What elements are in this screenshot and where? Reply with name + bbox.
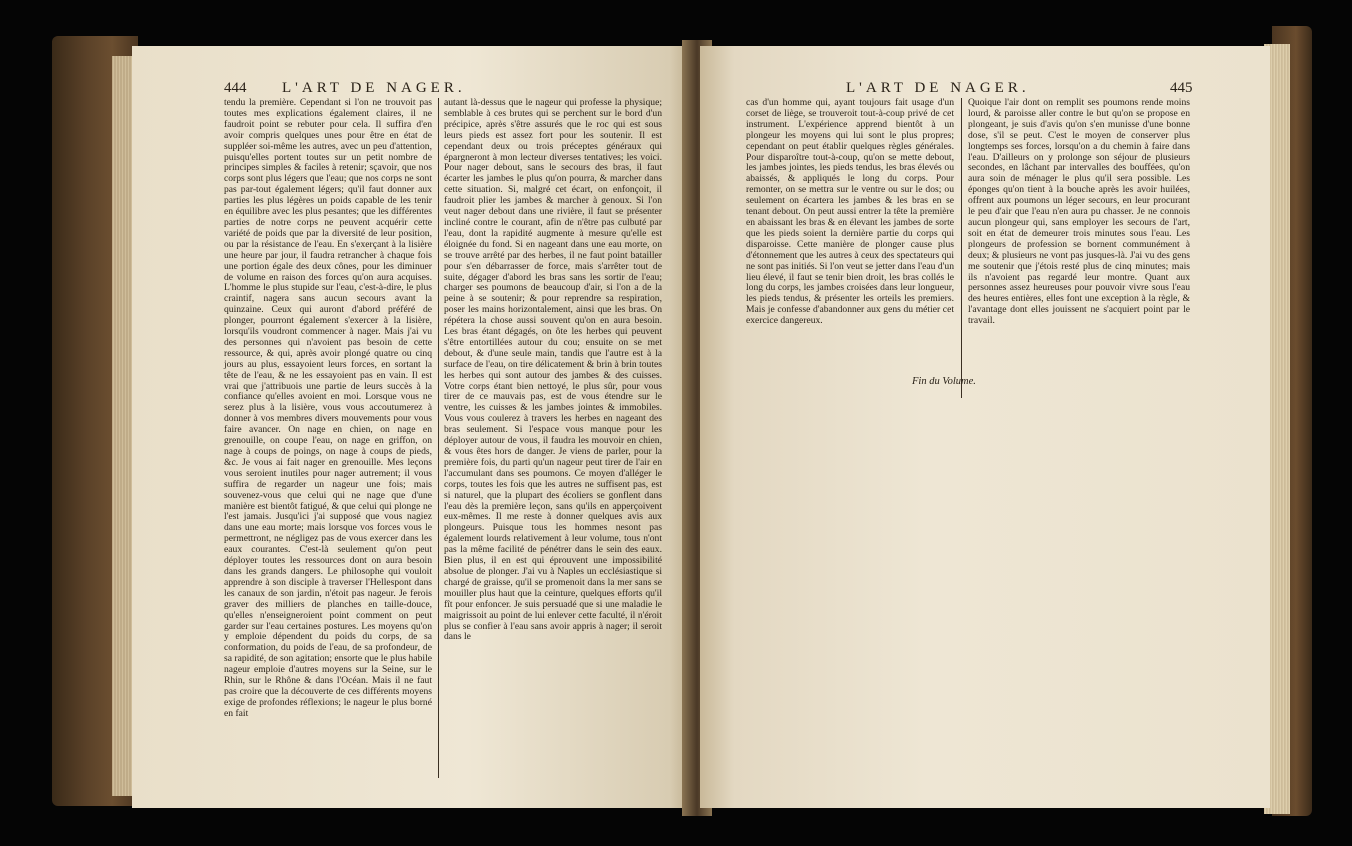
page-number-right: 445 (1170, 80, 1193, 96)
left-page-column-1: tendu la première. Cependant si l'on ne trouvoit pas toutes mes explications également claires, il ne faudroit point se rebuter pour cela. Il suffira d'en avoir compris quelques unes pour être en état de suppléer soi-même les autres, avec un peu d'attention, puisqu'elles portent toutes sur un petit nombre de principes simples & faciles à retenir; sçavoir, que nos corps sont plus légers que l'eau; que nos corps ne sont pas par-tout également légers; qu'il faut donner aux parties les plus légères un poids capable de les tenir en équilibre avec les plus pesantes; que les différentes parties de notre corps ne peuvent acquérir cette variété de poids que par la diversité de leur position, ou par la résistance de l'eau. En s'exerçant à la lisière une heure par jour, il faudra retrancher à chaque fois une portion égale des deux cônes, pour les diminuer de volume en raison des forces qu'on aura acquises. L'homme le plus stupide sur l'eau, c'est-à-dire, le plus craintif, nagera sans aucun secours avant la quinzaine. Ceux qui auront d'abord préféré de plonger, pourront également s'exercer à la lisière, lorsqu'ils voudront commencer à nager. Mais j'ai vu des personnes qui n'avoient pas besoin de cette ressource, & qui, après avoir plongé quatre ou cinq jours au plus, essayoient leurs forces, en sortant la tête de l'eau, & ne les essayoient pas en vain. Il est vrai que j'attribuois une partie de leurs succès à la confiance qu'elles avoient en moi. Lorsque vous ne serez plus à la lisière, vous vous accoutumerez à donner à vos membres divers mouvements pour vous faire avancer. On nage en chien, on nage en grenouille, on coupe l'eau, on nage en griffon, on nage à coups de poings, on nage à coups de pieds, &c. Je vous ai fait nager en grenouille. Mes leçons vous seroient inutiles pour nager autrement; il vous suffira de regarder un nageur une fois; mais souvenez-vous que celui qui ne nage que d'une manière est bientôt fatigué, & que celui qui plonge ne l'est jamais. Jusqu'ici j'ai supposé que vous nagiez dans une eau morte; mais lorsque vos forces vous le permettront, ne négligez pas de vous exercer dans les eaux courantes. C'est-là seulement qu'on peut déployer toutes les ressources dont on aura besoin dans les grands dangers. Le philosophe qui vouloit apprendre à son disciple à traverser l'Hellespont dans les canaux de son jardin, n'étoit pas nageur. Je ferois graver des milliers de planches en taille-douce, qu'elles n'enseigneroient point comment on peut garder sur l'eau certaines postures. Les moyens qu'on y emploie dépendent du poids du corps, de sa conformation, du poids de l'eau, de sa profondeur, de sa rapidité, de son agitation; ensorte que le plus habile nageur emploie d'autres moyens sur la Seine, sur le Rhin, sur le Rhône & dans l'Océan. Mais il ne faut pas croire que la découverte de ces différents moyens exige de profondes réflexions; le nageur le plus borné en fait (224, 97, 432, 719)
right-page-column-1: cas d'un homme qui, ayant toujours fait usage d'un corset de liège, se trouveroit tout-à-coup privé de cet instrument. L'expérience apprend bientôt à un plongeur les moyens qui lui sont le plus propres; cependant on peut établir quelques règles générales. Pour disparoître tout-à-coup, qu'on se mette debout, les jambes jointes, les pieds tendus, les bras élevés ou abaissés, & appliqués le long du corps. Pour remonter, on se mettra sur le ventre ou sur le dos; ou seulement on écartera les jambes & les bras en se tenant debout. On peut aussi entrer la tête la première en abaissant les bras & en élevant les jambes de sorte que les pieds soient la dernière partie du corps qui disparoisse. Cette manière de plonger cause plus d'étonnement que les autres à ceux des spectateurs qui ne sont pas initiés. Si l'on veut se jetter dans l'eau d'un lieu élevé, il faut se tenir bien droit, les bras collés le long du corps, les jambes croisées dans leur longueur, les pieds tendus, & présenter les orteils les premiers. Mais je confesse d'abandonner aux gens du métier cet exercice dangereux. (746, 97, 954, 327)
column-rule-left (438, 98, 439, 778)
right-page (700, 46, 1270, 808)
running-head-right: L'ART DE NAGER. (846, 80, 1030, 96)
end-of-volume: Fin du Volume. (912, 376, 976, 387)
column-rule-right (961, 98, 962, 398)
page-number-left: 444 (224, 80, 247, 96)
left-page-column-2: autant là-dessus que le nageur qui professe la physique; semblable à ces brutes qui se perchent sur le bord d'un précipice, après s'être assurés que le roc qui est sous leurs pieds est assez fort pour les soutenir. Il est cependant deux ou trois préceptes généraux qui épargneront à mon lecteur diverses tentatives; les voici. Pour nager debout, sans le secours des bras, il faut écarter les jambes le plus qu'on pourra, & marcher dans cette situation. Si, malgré cet écart, on enfonçoit, il faudroit plier les jambes & marcher à genoux. Si l'on veut nager debout dans une rivière, il faut se présenter incliné contre le courant, afin de n'être pas culbuté par l'eau, dont la rapidité augmente à mesure qu'elle est éloignée du fond. Si en nageant dans une eau morte, on se trouve arrêté par des herbes, il ne faut point batailler pour s'en débarrasser de force, mais s'arrêter tout de suite, dégager d'abord les bras sans les sortir de l'eau; charger ses poumons de beaucoup d'air, si l'on a de la peine à se soutenir; & pour reprendre sa respiration, poser les mains horizontalement, ainsi que les bras. On répétera la chose aussi souvent qu'on en aura besoin. Les bras étant dégagés, on ôte les herbes qui peuvent s'être entortillées autour du cou; ensuite on se met debout, & d'une seule main, tandis que l'autre est à la surface de l'eau, on tire délicatement & brin à brin toutes les herbes qui sont autour des jambes & des cuisses. Votre corps étant bien nettoyé, le plus sûr, pour vous tirer de ce mauvais pas, est de vous étendre sur le ventre, les cuisses & les jambes jointes & immobiles. Vous vous coulerez à travers les herbes en nageant des bras seulement. Si l'espace vous manque pour les déployer autour de vous, il faudra les mouvoir en chien, & vous êtes hors de danger. Je viens de parler, pour la première fois, du parti qu'un nageur peut tirer de l'air en l'accumulant dans ses poumons. Ce moyen d'alléger le corps, toutes les fois que les autres ne suffisent pas, est si naturel, que la plupart des écoliers se gonflent dans l'eau dès la première leçon, sans qu'ils en apperçoivent eux-mêmes. Il me reste à donner quelques avis aux plongeurs. Puisque tous les hommes nesont pas également lourds relativement à leur volume, tous n'ont pas la même facilité de pénétrer dans le sein des eaux. Bien plus, il en est qui éprouvent une impossibilité absolue de plonger. J'ai vu à Naples un ecclésiastique si chargé de graisse, qu'il se promenoit dans la mer sans se mouiller plus haut que la ceinture, quelques efforts qu'il fît pour enfoncer. Je suis persuadé que si une maladie le maigrissoit au point de lui enlever cette faculté, il n'éroit plus se confier à l'eau sans avoir appris à nager; il seroit dans le (444, 97, 662, 643)
running-head-left: L'ART DE NAGER. (282, 80, 466, 96)
open-book (52, 26, 1312, 826)
left-page (132, 46, 692, 808)
right-page-column-2: Quoique l'air dont on remplit ses poumons rende moins lourd, & paroisse aller contre le but qu'on se propose en plongeant, je suis d'avis qu'on s'en munisse d'une bonne dose, s'il se peut. C'est le moyen de conserver plus longtemps ses forces, lorsqu'on a du chemin à faire dans l'eau. D'ailleurs on y prolonge son séjour de plusieurs secondes, en lâchant par intervalles des bouffées, qu'on aura soin de ménager le plus qu'il sera possible. Les éponges qu'on tient à la bouche après les avoir huilées, offrent aux poumons un léger secours, en leur procurant le peu d'air que l'eau n'en aura pu chasser. Je ne connois aucun plongeur qui, sans employer les secours de l'art, soit en état de demeurer trois minutes sous l'eau. Les plongeurs de profession se bornent communément à deux; & plusieurs ne vont pas jusques-là. J'ai vu des gens me soutenir que j'étois resté plus de cinq minutes; mais ils n'avoient pas regardé leur montre. Quant aux personnes assez heureuses pour pouvoir vivre sous l'eau des heures entières, elles font une exception à la règle, & l'avantage dont elles jouissent ne s'acquiert point par le travail. (968, 97, 1190, 327)
